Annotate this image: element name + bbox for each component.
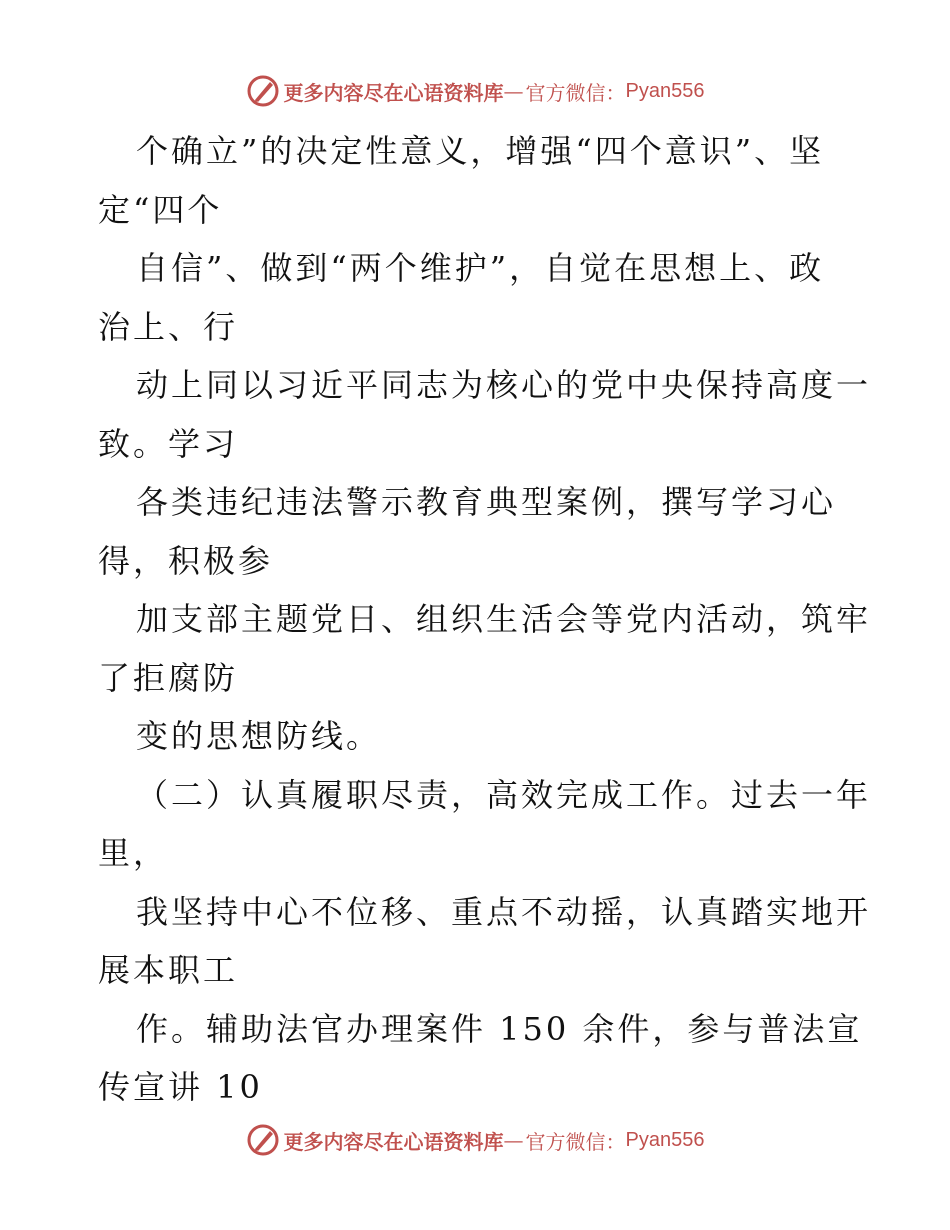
watermark-brand: 更多内容尽在心语资料库	[283, 80, 504, 105]
text-line: 各类违纪违法警示教育典型案例，撰写学习心	[136, 483, 837, 521]
quill-pen-circle-icon	[246, 74, 280, 108]
watermark-brand: 更多内容尽在心语资料库	[283, 1129, 504, 1154]
watermark-header	[0, 71, 950, 111]
watermark-account: Pyan556	[625, 79, 705, 102]
text-line: 自信”、做到“两个维护”，自觉在思想上、政	[136, 249, 825, 287]
text-line: 了拒腐防	[98, 658, 239, 697]
text-line: 治上、行	[98, 307, 239, 346]
text-line: 个确立”的决定性意义，增强“四个意识”、坚	[136, 132, 825, 170]
watermark-label: 官方微信：	[525, 1129, 626, 1154]
text-line: 变的思想防线。	[136, 717, 382, 755]
watermark-separator: —	[503, 79, 526, 103]
text-line: 得，积极参	[98, 541, 274, 580]
watermark-label: 官方微信：	[525, 80, 626, 105]
watermark-separator: —	[503, 1128, 526, 1152]
text-line: 定“四个	[98, 190, 223, 229]
text-line: 我坚持中心不位移、重点不动摇，认真踏实地开	[136, 892, 872, 931]
text-line: 致。学习	[98, 424, 239, 463]
text-line: 传宣讲 10	[98, 1068, 263, 1106]
watermark-footer	[0, 1120, 950, 1160]
text-line: 加支部主题党日、组织生活会等党内活动，筑牢	[136, 600, 872, 638]
text-line: 里，	[98, 834, 169, 872]
watermark-account: Pyan556	[625, 1128, 705, 1151]
text-line: 动上同以习近平同志为核心的党中央保持高度一	[136, 366, 872, 404]
text-line: （二）认真履职尽责，高效完成工作。过去一年	[136, 775, 872, 814]
quill-pen-circle-icon	[246, 1123, 280, 1157]
text-line: 作。辅助法官办理案件 150 余件，参与普法宣	[136, 1009, 863, 1048]
document-body	[98, 122, 872, 1117]
text-line: 展本职工	[98, 951, 239, 989]
